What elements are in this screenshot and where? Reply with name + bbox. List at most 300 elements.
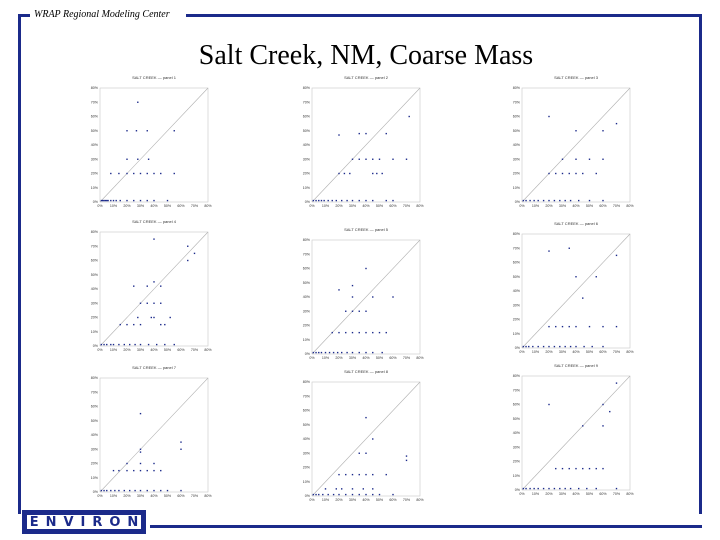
x-tick-label: 40%: [150, 494, 158, 498]
y-tick-label: 80%: [90, 230, 98, 235]
scatter-panel-5: [292, 226, 492, 370]
y-tick-label: 10%: [90, 475, 98, 480]
data-point: [346, 352, 347, 353]
data-point: [562, 159, 563, 160]
y-tick-label: 70%: [90, 390, 98, 395]
y-tick-label: 50%: [90, 272, 98, 277]
y-tick-label: 20%: [512, 171, 520, 176]
y-tick-label: 40%: [90, 143, 98, 148]
data-point: [140, 463, 141, 464]
data-point: [589, 468, 590, 469]
y-tick-label: 40%: [302, 437, 310, 442]
x-tick-label: 0%: [97, 348, 103, 352]
data-point: [562, 326, 563, 327]
x-tick-label: 20%: [335, 498, 343, 502]
y-tick-label: 30%: [302, 157, 310, 162]
data-point: [562, 468, 563, 469]
data-point: [359, 352, 360, 353]
x-tick-label: 20%: [335, 356, 343, 360]
data-point: [136, 130, 137, 131]
y-tick-label: 80%: [512, 374, 520, 379]
data-point: [148, 344, 149, 345]
data-point: [147, 303, 148, 304]
data-point: [329, 352, 330, 353]
y-tick-label: 60%: [512, 260, 520, 265]
data-point: [565, 488, 566, 489]
scatter-panel-4: [80, 218, 280, 362]
data-point: [352, 488, 353, 489]
data-point: [313, 494, 314, 495]
y-tick-label: 60%: [512, 402, 520, 407]
data-point: [596, 173, 597, 174]
data-point: [548, 250, 549, 251]
y-tick-label: 60%: [90, 404, 98, 409]
x-tick-label: 40%: [572, 350, 580, 354]
y-tick-label: 60%: [302, 114, 310, 119]
x-tick-label: 70%: [612, 204, 621, 208]
data-point: [359, 200, 360, 201]
y-tick-label: 60%: [302, 408, 310, 413]
data-point: [333, 494, 334, 495]
scatter-panel-8: [292, 368, 492, 512]
data-point: [332, 200, 333, 201]
data-point: [392, 494, 393, 495]
x-tick-label: 10%: [109, 494, 118, 498]
x-tick-label: 20%: [545, 350, 553, 354]
data-point: [160, 470, 161, 471]
data-point: [609, 411, 610, 412]
data-point: [341, 352, 342, 353]
data-point: [365, 133, 366, 134]
data-point: [559, 488, 560, 489]
data-point: [616, 255, 617, 256]
data-point: [589, 159, 590, 160]
data-point: [523, 488, 524, 489]
data-point: [528, 346, 529, 347]
y-tick-label: 70%: [512, 100, 520, 105]
y-tick-label: 40%: [302, 295, 310, 300]
data-point: [352, 296, 353, 297]
data-point: [379, 494, 380, 495]
y-tick-label: 0%: [304, 352, 310, 357]
data-point: [167, 490, 168, 491]
data-point: [315, 200, 316, 201]
x-tick-label: 60%: [177, 204, 185, 208]
data-point: [582, 468, 583, 469]
data-point: [372, 332, 373, 333]
data-point: [153, 470, 154, 471]
data-point: [586, 488, 587, 489]
x-tick-label: 50%: [585, 492, 594, 496]
scatter-panel-3: [502, 74, 702, 218]
x-tick-label: 50%: [375, 498, 384, 502]
data-point: [575, 468, 576, 469]
x-tick-label: 60%: [177, 494, 185, 498]
data-point: [372, 494, 373, 495]
x-tick-label: 40%: [362, 204, 370, 208]
data-point: [559, 346, 560, 347]
x-tick-label: 10%: [321, 204, 330, 208]
data-point: [101, 200, 102, 201]
environ-logo: [22, 510, 146, 534]
data-point: [153, 281, 154, 282]
data-point: [365, 352, 366, 353]
data-point: [164, 324, 165, 325]
y-tick-label: 60%: [90, 258, 98, 263]
data-point: [153, 238, 154, 239]
x-tick-label: 70%: [612, 492, 621, 496]
data-point: [338, 332, 339, 333]
x-tick-label: 60%: [389, 498, 397, 502]
x-tick-label: 60%: [599, 350, 607, 354]
data-point: [137, 317, 138, 318]
data-point: [167, 200, 168, 201]
y-tick-label: 10%: [512, 473, 520, 478]
data-point: [548, 404, 549, 405]
x-tick-label: 50%: [375, 204, 384, 208]
data-point: [103, 490, 104, 491]
data-point: [101, 490, 102, 491]
y-tick-label: 0%: [92, 344, 98, 349]
x-tick-label: 10%: [321, 498, 330, 502]
y-tick-label: 20%: [302, 323, 310, 328]
x-tick-label: 10%: [531, 204, 540, 208]
data-point: [113, 344, 114, 345]
x-tick-label: 80%: [416, 498, 424, 502]
x-tick-label: 0%: [309, 204, 315, 208]
data-point: [365, 453, 366, 454]
data-point: [105, 200, 106, 201]
x-tick-label: 30%: [558, 204, 567, 208]
panel-title: SALT CREEK — panel 1: [132, 75, 176, 80]
data-point: [164, 344, 165, 345]
data-point: [570, 488, 571, 489]
panel-title: SALT CREEK — panel 3: [554, 75, 598, 80]
one-to-one-line: [312, 240, 420, 354]
data-point: [110, 200, 111, 201]
data-point: [365, 494, 366, 495]
y-tick-label: 10%: [302, 185, 310, 190]
data-point: [589, 326, 590, 327]
data-point: [103, 344, 104, 345]
y-tick-label: 20%: [302, 171, 310, 176]
data-point: [160, 173, 161, 174]
data-point: [137, 159, 138, 160]
data-point: [160, 324, 161, 325]
data-point: [140, 470, 141, 471]
data-point: [575, 159, 576, 160]
data-point: [386, 474, 387, 475]
y-tick-label: 60%: [302, 266, 310, 271]
y-tick-label: 0%: [514, 346, 520, 351]
y-tick-label: 50%: [302, 280, 310, 285]
logo-text: ENVIRON: [29, 514, 146, 530]
data-point: [569, 173, 570, 174]
y-tick-label: 70%: [512, 246, 520, 251]
x-tick-label: 60%: [599, 204, 607, 208]
data-point: [548, 200, 549, 201]
data-point: [616, 123, 617, 124]
data-point: [616, 488, 617, 489]
data-point: [133, 173, 134, 174]
data-point: [170, 317, 171, 318]
y-tick-label: 40%: [512, 289, 520, 294]
x-tick-label: 80%: [204, 494, 212, 498]
data-point: [338, 494, 339, 495]
one-to-one-line: [100, 232, 208, 346]
data-point: [134, 344, 135, 345]
data-point: [126, 463, 127, 464]
one-to-one-line: [522, 234, 630, 348]
data-point: [616, 382, 617, 383]
data-point: [129, 490, 130, 491]
data-point: [363, 488, 364, 489]
x-tick-label: 0%: [519, 350, 525, 354]
data-point: [113, 200, 114, 201]
data-point: [372, 474, 373, 475]
panel-title: SALT CREEK — panel 5: [344, 227, 388, 232]
data-point: [372, 438, 373, 439]
panel-title: SALT CREEK — panel 2: [344, 75, 388, 80]
data-point: [153, 200, 154, 201]
data-point: [345, 474, 346, 475]
one-to-one-line: [522, 376, 630, 490]
y-tick-label: 50%: [512, 416, 520, 421]
data-point: [140, 451, 141, 452]
x-tick-label: 70%: [190, 204, 199, 208]
data-point: [386, 332, 387, 333]
data-point: [332, 332, 333, 333]
y-tick-label: 70%: [302, 252, 310, 257]
x-tick-label: 0%: [519, 492, 525, 496]
data-point: [133, 200, 134, 201]
panel-title: SALT CREEK — panel 8: [344, 369, 388, 374]
x-tick-label: 30%: [136, 204, 145, 208]
data-point: [318, 200, 319, 201]
data-point: [554, 346, 555, 347]
data-point: [372, 296, 373, 297]
x-tick-label: 80%: [626, 204, 634, 208]
data-point: [602, 326, 603, 327]
data-point: [133, 285, 134, 286]
data-point: [548, 173, 549, 174]
data-point: [562, 173, 563, 174]
data-point: [346, 200, 347, 201]
data-point: [376, 173, 377, 174]
data-point: [325, 488, 326, 489]
data-point: [352, 159, 353, 160]
header-label: WRAP Regional Modeling Center: [34, 9, 170, 20]
data-point: [151, 317, 152, 318]
x-tick-label: 0%: [519, 204, 525, 208]
data-point: [602, 200, 603, 201]
x-tick-label: 0%: [309, 498, 315, 502]
frame-left-bar: [18, 14, 21, 514]
data-point: [365, 311, 366, 312]
data-point: [156, 344, 157, 345]
data-point: [569, 326, 570, 327]
data-point: [110, 173, 111, 174]
y-tick-label: 40%: [512, 143, 520, 148]
data-point: [379, 332, 380, 333]
x-tick-label: 50%: [585, 204, 594, 208]
data-point: [153, 490, 154, 491]
data-point: [337, 352, 338, 353]
data-point: [382, 173, 383, 174]
data-point: [148, 159, 149, 160]
data-point: [338, 289, 339, 290]
y-tick-label: 60%: [512, 114, 520, 119]
data-point: [583, 346, 584, 347]
y-tick-label: 20%: [302, 465, 310, 470]
data-point: [569, 468, 570, 469]
y-tick-label: 0%: [92, 490, 98, 495]
data-point: [379, 159, 380, 160]
data-point: [386, 133, 387, 134]
data-point: [140, 490, 141, 491]
data-point: [345, 311, 346, 312]
data-point: [554, 488, 555, 489]
panel-title: SALT CREEK — panel 7: [132, 365, 176, 370]
y-tick-label: 30%: [90, 447, 98, 452]
data-point: [352, 332, 353, 333]
data-point: [596, 276, 597, 277]
y-tick-label: 10%: [302, 479, 310, 484]
data-point: [153, 173, 154, 174]
data-point: [543, 488, 544, 489]
data-point: [124, 490, 125, 491]
data-point: [133, 470, 134, 471]
x-tick-label: 30%: [348, 356, 357, 360]
data-point: [160, 490, 161, 491]
one-to-one-line: [100, 378, 208, 492]
data-point: [372, 352, 373, 353]
data-point: [543, 200, 544, 201]
y-tick-label: 80%: [90, 86, 98, 91]
x-tick-label: 10%: [109, 348, 118, 352]
data-point: [194, 253, 195, 254]
data-point: [352, 285, 353, 286]
x-tick-label: 80%: [416, 356, 424, 360]
data-point: [554, 200, 555, 201]
y-tick-label: 80%: [302, 380, 310, 385]
y-tick-label: 0%: [92, 200, 98, 205]
data-point: [129, 344, 130, 345]
data-point: [349, 173, 350, 174]
data-point: [140, 303, 141, 304]
y-tick-label: 70%: [512, 388, 520, 393]
data-point: [118, 173, 119, 174]
y-tick-label: 40%: [512, 431, 520, 436]
data-point: [187, 260, 188, 261]
x-tick-label: 30%: [136, 348, 145, 352]
one-to-one-line: [312, 88, 420, 202]
data-point: [315, 494, 316, 495]
data-point: [110, 344, 111, 345]
x-tick-label: 0%: [309, 356, 315, 360]
data-point: [113, 470, 114, 471]
data-point: [110, 490, 111, 491]
y-tick-label: 50%: [90, 418, 98, 423]
data-point: [322, 494, 323, 495]
data-point: [102, 200, 103, 201]
data-point: [575, 173, 576, 174]
x-tick-label: 50%: [375, 356, 384, 360]
data-point: [126, 130, 127, 131]
data-point: [533, 200, 534, 201]
data-point: [365, 417, 366, 418]
data-point: [321, 200, 322, 201]
data-point: [153, 303, 154, 304]
scatter-panel-2: [292, 74, 492, 218]
y-tick-label: 50%: [90, 128, 98, 133]
data-point: [124, 344, 125, 345]
data-point: [565, 346, 566, 347]
data-point: [352, 474, 353, 475]
data-point: [323, 200, 324, 201]
data-point: [359, 474, 360, 475]
data-point: [538, 200, 539, 201]
y-tick-label: 20%: [512, 459, 520, 464]
x-tick-label: 70%: [402, 356, 411, 360]
x-tick-label: 60%: [599, 492, 607, 496]
data-point: [365, 474, 366, 475]
y-tick-label: 50%: [512, 128, 520, 133]
data-point: [174, 344, 175, 345]
data-point: [392, 159, 393, 160]
data-point: [525, 200, 526, 201]
data-point: [533, 488, 534, 489]
x-tick-label: 60%: [177, 348, 185, 352]
data-point: [352, 200, 353, 201]
data-point: [372, 173, 373, 174]
data-point: [106, 490, 107, 491]
data-point: [133, 324, 134, 325]
data-point: [147, 200, 148, 201]
data-point: [174, 173, 175, 174]
data-point: [575, 130, 576, 131]
one-to-one-line: [522, 88, 630, 202]
x-tick-label: 20%: [123, 348, 131, 352]
data-point: [140, 173, 141, 174]
data-point: [126, 200, 127, 201]
data-point: [140, 344, 141, 345]
data-point: [180, 449, 181, 450]
y-tick-label: 20%: [90, 315, 98, 320]
data-point: [118, 344, 119, 345]
data-point: [336, 488, 337, 489]
data-point: [134, 490, 135, 491]
x-tick-label: 70%: [190, 494, 199, 498]
x-tick-label: 30%: [348, 204, 357, 208]
data-point: [318, 494, 319, 495]
data-point: [328, 200, 329, 201]
data-point: [187, 246, 188, 247]
x-tick-label: 60%: [389, 356, 397, 360]
data-point: [548, 326, 549, 327]
data-point: [101, 344, 102, 345]
data-point: [596, 488, 597, 489]
data-point: [602, 130, 603, 131]
x-tick-label: 0%: [97, 204, 103, 208]
panel-title: SALT CREEK — panel 6: [554, 221, 598, 226]
one-to-one-line: [100, 88, 208, 202]
data-point: [555, 326, 556, 327]
data-point: [616, 326, 617, 327]
y-tick-label: 20%: [512, 317, 520, 322]
y-tick-label: 80%: [302, 238, 310, 243]
y-tick-label: 30%: [512, 445, 520, 450]
